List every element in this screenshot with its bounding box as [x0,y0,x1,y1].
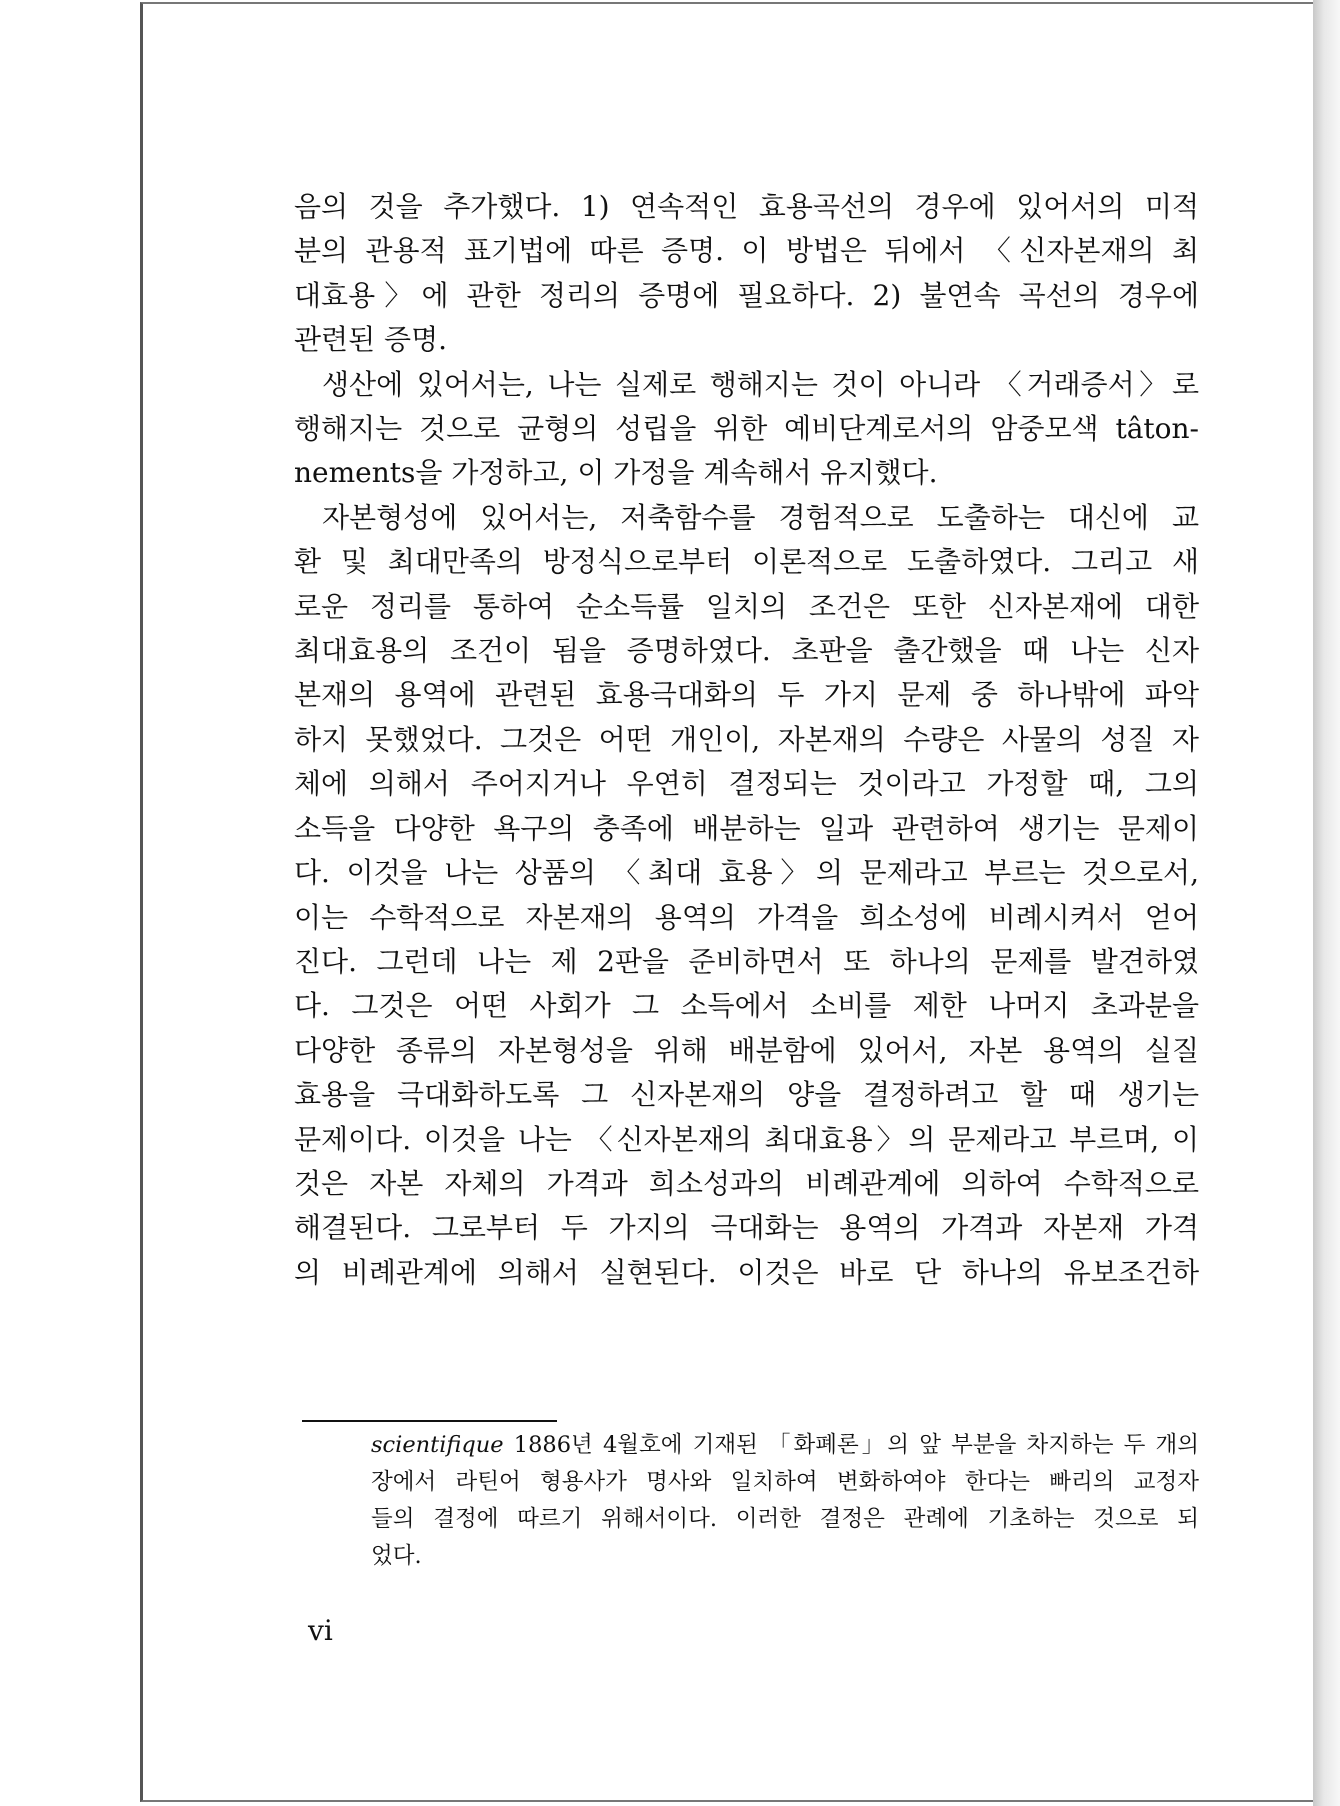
text-line: 생산에 있어서는, 나는 실제로 행해지는 것이 아니라 〈거래증서〉로 [322,367,1199,401]
text-line: 관련된 증명. [294,323,448,357]
text-line: 환 및 최대만족의 방정식으로부터 이론적으로 도출하였다. 그리고 새 [294,545,1199,579]
footnote-line: 장에서 라틴어 형용사가 명사와 일치하여 변화하여야 한다는 빠리의 교정자 [371,1469,1199,1495]
text-line: 하지 못했었다. 그것은 어떤 개인이, 자본재의 수량은 사물의 성질 자 [294,722,1199,756]
text-line: 문제이다. 이것을 나는 〈신자본재의 최대효용〉의 문제라고 부르며, 이 [294,1122,1199,1156]
text-line: 진다. 그런데 나는 제 2판을 준비하면서 또 하나의 문제를 발견하였 [294,944,1199,978]
text-line: 것은 자본 자체의 가격과 희소성과의 비례관계에 의하여 수학적으로 [294,1166,1199,1200]
text-line: 자본형성에 있어서는, 저축함수를 경험적으로 도출하는 대신에 교 [322,500,1199,534]
text-line: nements을 가정하고, 이 가정을 계속해서 유지했다. [294,456,938,490]
text-line: 다양한 종류의 자본형성을 위해 배분함에 있어서, 자본 용역의 실질 [294,1033,1199,1067]
main-text [294,185,1199,1295]
footnote [371,1427,1199,1575]
footnote-separator [302,1420,557,1422]
footnote-line: 들의 결정에 따르기 위해서이다. 이러한 결정은 관례에 기초하는 것으로 되 [371,1506,1199,1532]
footnote-line: 었다. [371,1543,422,1569]
footnote-line-rest: 1886년 4월호에 기재된 「화폐론」의 앞 부분을 차지하는 두 개의 [503,1432,1199,1458]
page-edge-shadow [1313,0,1340,1806]
text-line: 최대효용의 조건이 됨을 증명하였다. 초판을 출간했을 때 나는 신자 [294,634,1199,668]
footnote-line [371,1427,1199,1464]
text-line: 의 비례관계에 의해서 실현된다. 이것은 바로 단 하나의 유보조건하 [294,1255,1199,1289]
text-line: 이는 수학적으로 자본재의 용역의 가격을 희소성에 비례시켜서 얻어 [294,900,1199,934]
text-line: 음의 것을 추가했다. 1) 연속적인 효용곡선의 경우에 있어서의 미적 [294,190,1199,223]
text-line: 분의 관용적 표기법에 따른 증명. 이 방법은 뒤에서 〈신자본재의 최 [294,234,1199,268]
text-line: 해결된다. 그로부터 두 가지의 극대화는 용역의 가격과 자본재 가격 [294,1211,1199,1245]
text-line: 소득을 다양한 욕구의 충족에 배분하는 일과 관련하여 생기는 문제이 [294,811,1199,845]
text-line: 로운 정리를 통하여 순소득률 일치의 조건은 또한 신자본재에 대한 [294,589,1199,623]
text-line: 효용을 극대화하도록 그 신자본재의 양을 결정하려고 할 때 생기는 [294,1078,1199,1112]
text-line: 대효용〉에 관한 정리의 증명에 필요하다. 2) 불연속 곡선의 경우에 [294,278,1199,312]
text-line: 다. 이것을 나는 상품의 〈최대 효용〉의 문제라고 부르는 것으로서, [294,856,1199,890]
page-number: vi [308,1614,333,1647]
text-line: 본재의 용역에 관련된 효용극대화의 두 가지 문제 중 하나밖에 파악 [294,678,1199,712]
text-line: 다. 그것은 어떤 사회가 그 소득에서 소비를 제한 나머지 초과분을 [294,989,1199,1023]
text-line: 체에 의해서 주어지거나 우연히 결정되는 것이라고 가정할 때, 그의 [294,767,1199,801]
footnote-italic-word: scientifique [371,1432,504,1458]
text-line: 행해지는 것으로 균형의 성립을 위한 예비단계로서의 암중모색 tâton- [294,412,1199,446]
